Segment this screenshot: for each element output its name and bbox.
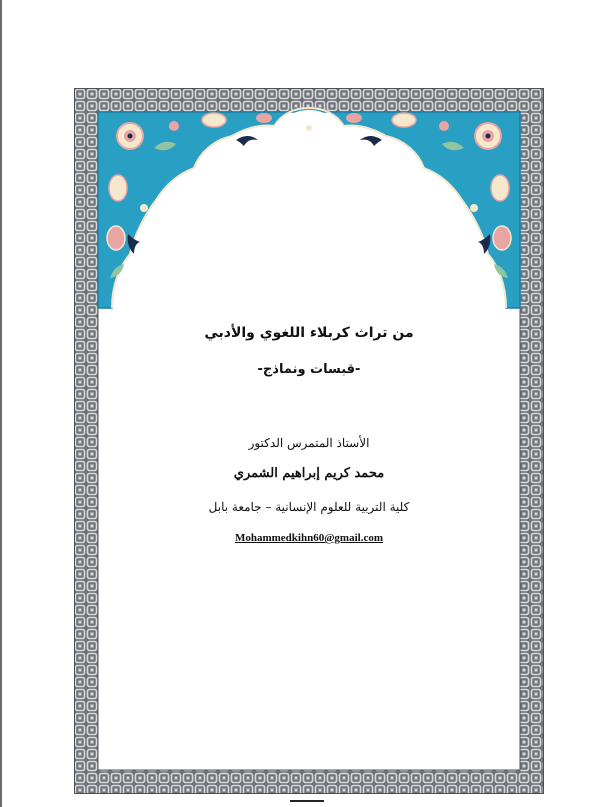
page-edge-line (0, 0, 2, 807)
author-rank: الأستاذ المتمرس الدكتور (248, 436, 370, 450)
author-affiliation: كلية التربية للعلوم الإنسانية – جامعة بابل (208, 500, 410, 514)
author-email-link[interactable]: Mohammedkihn60@gmail.com (234, 532, 384, 544)
document-subtitle: -قبسات ونماذج- (257, 362, 361, 377)
page-bottom-marker (290, 800, 324, 802)
document-title: من تراث كربلاء اللغوي والأدبي (204, 325, 414, 341)
teal-ornament-panel (98, 108, 520, 312)
author-name: محمد كريم إبراهيم الشمري (233, 466, 385, 481)
